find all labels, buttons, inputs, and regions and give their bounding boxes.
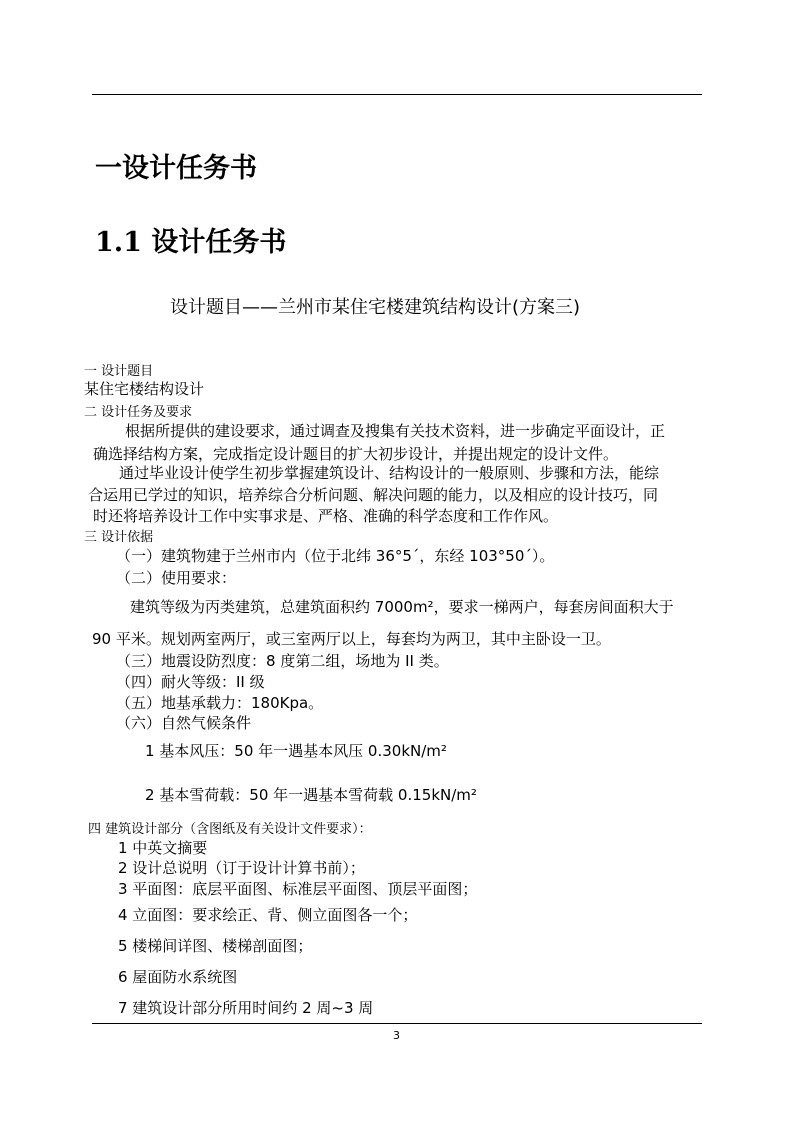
chapter-heading: 一设计任务书 <box>95 153 257 184</box>
section-1-heading: 一 设计题目 <box>84 364 154 379</box>
basis-item-2: （二）使用要求： <box>116 569 237 587</box>
section-1-text: 某住宅楼结构设计 <box>84 380 205 398</box>
basis-item-1: （一）建筑物建于兰州市内（位于北纬 36°5΄，东经 103°50΄）。 <box>116 547 555 565</box>
basis-item-4: （四）耐火等级：II 级 <box>116 673 265 691</box>
paragraph-2-line-1: 通过毕业设计使学生初步掌握建筑设计、结构设计的一般原则、步骤和方法，能综 <box>119 464 660 482</box>
basis-item-3: （三）地震设防烈度：8 度第二组，场地为 II 类。 <box>116 652 449 670</box>
section-2-heading: 二 设计任务及要求 <box>84 405 193 420</box>
basis-item-2-line-1: 建筑等级为丙类建筑，总建筑面积约 7000m²，要求一梯两户，每套房间面积大于 <box>130 598 674 616</box>
climate-item-1: 1 基本风压：50 年一遇基本风压 0.30kN/m² <box>145 742 447 760</box>
section-heading: 1.1 设计任务书 <box>95 227 287 258</box>
footer-rule <box>92 1023 702 1024</box>
page-number: 3 <box>393 1029 400 1042</box>
paragraph-2-line-2: 合运用已学过的知识，培养综合分析问题、解决问题的能力，以及相应的设计技巧，同 <box>88 486 659 504</box>
basis-item-2-line-2: 90 平米。规划两室两厅，或三室两厅以上，每套均为两卫，其中主卧设一卫。 <box>92 630 611 648</box>
list-item: 2 设计总说明（订于设计计算书前）； <box>118 859 365 877</box>
paragraph-1-line-1: 根据所提供的建设要求，通过调查及搜集有关技术资料，进一步确定平面设计，正 <box>125 422 666 440</box>
paragraph-2-line-3: 时还将培养设计工作中实事求是、严格、准确的科学态度和工作作风。 <box>93 507 559 525</box>
paragraph-1-line-2: 确选择结构方案，完成指定设计题目的扩大初步设计，并提出规定的设计文件。 <box>93 445 619 463</box>
section-3-heading: 三 设计依据 <box>84 530 154 545</box>
list-item: 1 中英文摘要 <box>118 839 208 857</box>
list-item: 7 建筑设计部分所用时间约 2 周~3 周 <box>118 999 374 1017</box>
section-4-heading: 四 建筑设计部分（含图纸及有关设计文件要求）： <box>88 822 372 837</box>
basis-item-6: （六）自然气候条件 <box>116 714 252 732</box>
list-item: 4 立面图：要求绘正、背、侧立面图各一个； <box>118 906 418 924</box>
header-rule <box>92 94 702 95</box>
climate-item-2: 2 基本雪荷载：50 年一遇基本雪荷载 0.15kN/m² <box>145 786 477 804</box>
list-item: 6 屋面防水系统图 <box>118 968 238 986</box>
document-title: 设计题目——兰州市某住宅楼建筑结构设计(方案三) <box>170 297 581 318</box>
list-item: 5 楼梯间详图、楼梯剖面图； <box>118 937 313 955</box>
list-item: 3 平面图：底层平面图、标准层平面图、顶层平面图； <box>118 880 478 898</box>
basis-item-5: （五）地基承载力：180Kpa。 <box>116 694 324 712</box>
